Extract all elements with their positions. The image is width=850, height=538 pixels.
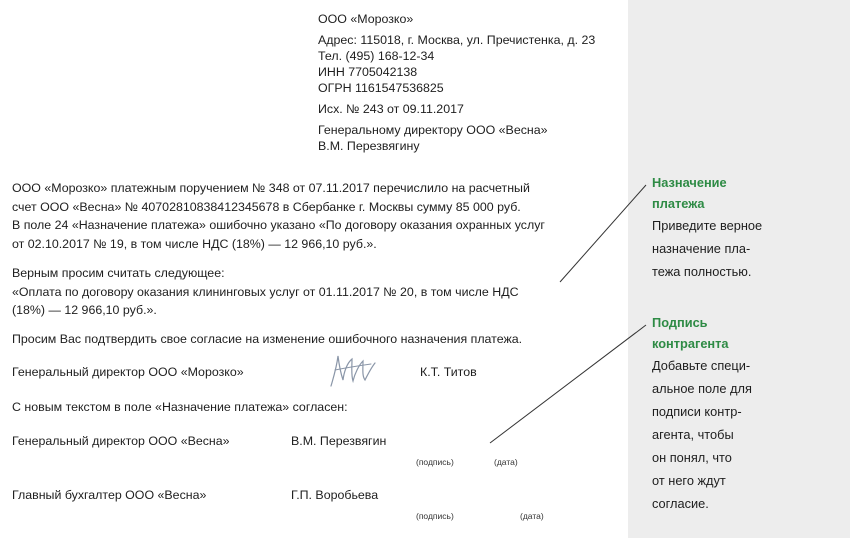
note-line: Приведите верное [652, 218, 763, 233]
body-line: ООО «Морозко» платежным поручением № 348 от 07.11.2017 перечислило на расчетный [12, 181, 530, 195]
note-line: согласие. [652, 496, 709, 511]
sender-ogrn: ОГРН 1161547536825 [318, 81, 444, 95]
ceo-position: Генеральный директор ООО «Весна» [12, 434, 230, 448]
agree-text: С новым текстом в поле «Назначение платежа» согласен: [12, 400, 348, 414]
leader-line-payment [560, 185, 646, 282]
note-title: Подпись [652, 315, 708, 330]
note-line: назначение пла- [652, 241, 751, 256]
body-line: Верным просим считать следующее: [12, 266, 225, 280]
leader-line-signature [490, 325, 646, 443]
sender-inn: ИНН 7705042138 [318, 65, 418, 79]
signature-caption: (подпись) [416, 511, 454, 521]
date-caption: (дата) [520, 511, 544, 521]
sender-company: ООО «Морозко» [318, 12, 414, 26]
body-line: В поле 24 «Назначение платежа» ошибочно указано «По договору оказания охранных услуг [12, 218, 545, 232]
note-line: альное поле для [652, 381, 752, 396]
note-line: подписи контр- [652, 404, 742, 419]
sender-name: К.Т. Титов [420, 365, 477, 379]
sender-address: Адрес: 115018, г. Москва, ул. Пречистенка, д. 23 [318, 33, 596, 47]
note-line: тежа полностью. [652, 264, 752, 279]
note-payment-purpose [652, 172, 842, 283]
addressee-line: Генеральному директору ООО «Весна» [318, 123, 548, 137]
note-line: от него ждут [652, 473, 726, 488]
date-caption: (дата) [494, 457, 518, 467]
sender-position: Генеральный директор ООО «Морозко» [12, 365, 244, 379]
ceo-name: В.М. Перезвягин [291, 434, 387, 448]
note-title: контрагента [652, 336, 729, 351]
note-counterparty-signature [652, 312, 842, 515]
note-line: он понял, что [652, 450, 732, 465]
note-title: платежа [652, 196, 705, 211]
accountant-name: Г.П. Воробьева [291, 488, 379, 502]
sender-phone: Тел. (495) 168-12-34 [318, 49, 435, 63]
body-line: счет ООО «Весна» № 40702810838412345678 в Сбербанке г. Москвы сумму 85 000 руб. [12, 200, 521, 214]
note-line: агента, чтобы [652, 427, 734, 442]
body-line: от 02.10.2017 № 19, в том числе НДС (18%) — 12 966,10 руб.». [12, 237, 377, 251]
body-line: (18%) — 12 966,10 руб.». [12, 303, 157, 317]
accountant-position: Главный бухгалтер ООО «Весна» [12, 488, 207, 502]
outgoing-number: Исх. № 243 от 09.11.2017 [318, 102, 464, 116]
signature-caption: (подпись) [416, 457, 454, 467]
body-line: Просим Вас подтвердить свое согласие на изменение ошибочного назначения платежа. [12, 332, 523, 346]
note-line: Добавьте специ- [652, 358, 751, 373]
addressee-name: В.М. Перезвягину [318, 139, 420, 153]
note-title: Назначение [652, 175, 727, 190]
body-line: «Оплата по договору оказания клининговых услуг от 01.11.2017 № 20, в том числе НДС [12, 285, 519, 299]
